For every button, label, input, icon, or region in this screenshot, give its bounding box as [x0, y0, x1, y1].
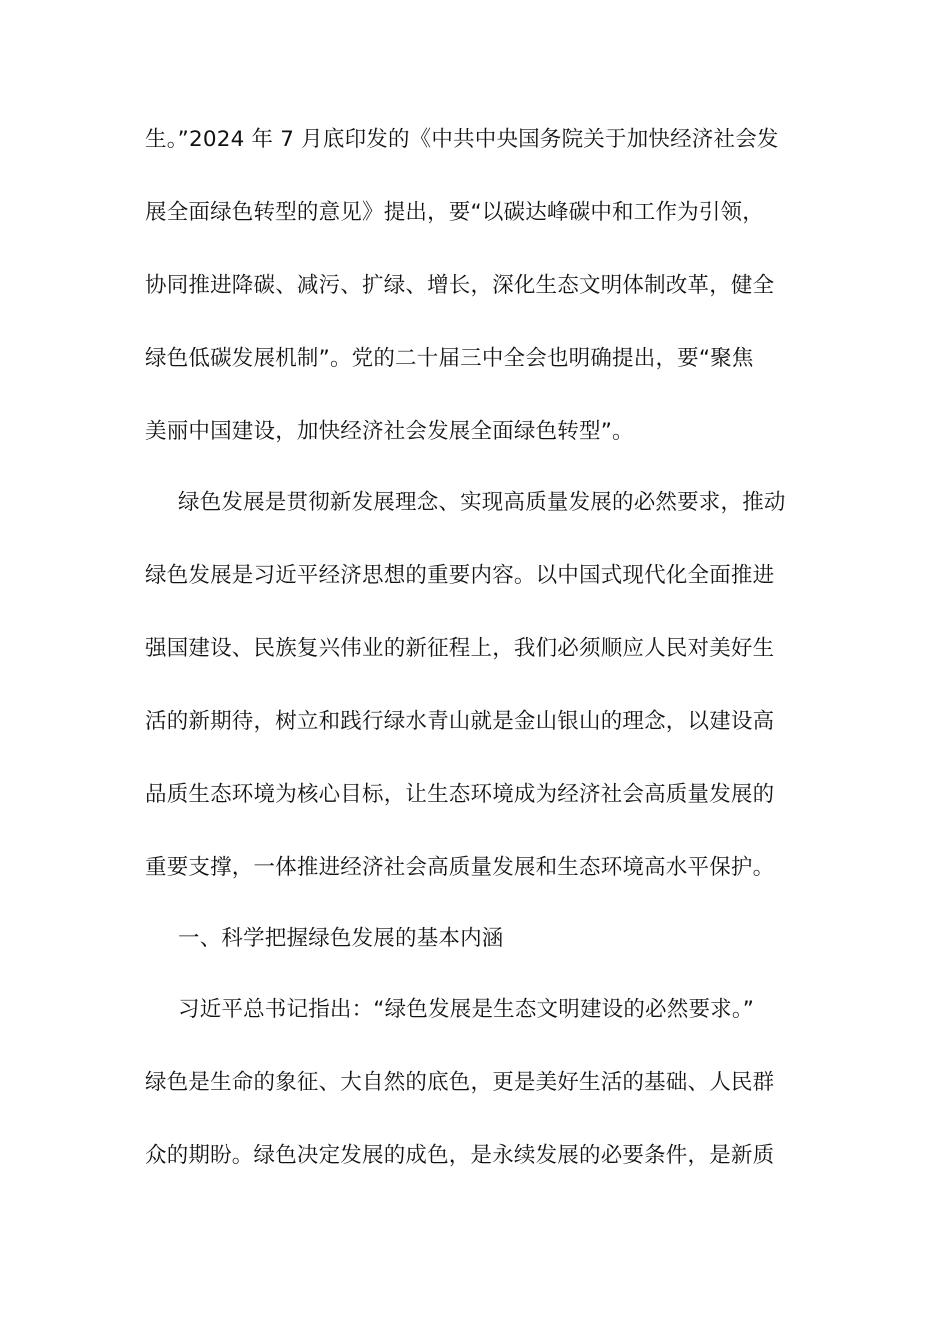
paragraph-line: 协同推进降碳、减污、扩绿、增长，深化生态文明体制改革，健全: [145, 273, 775, 298]
paragraph-line: 绿色发展是贯彻新发展理念、实现高质量发展的必然要求，推动: [178, 490, 786, 515]
paragraph-line: 绿色发展是习近平经济思想的重要内容。以中国式现代化全面推进: [145, 563, 775, 588]
paragraph-line: 绿色低碳发展机制”。党的二十届三中全会也明确提出，要“聚焦: [145, 346, 754, 371]
paragraph-line: 绿色是生命的象征、大自然的底色，更是美好生活的基础、人民群: [145, 1070, 775, 1095]
paragraph-line: 展全面绿色转型的意见》提出，要“以碳达峰碳中和工作为引领，: [145, 200, 764, 225]
paragraph-line: 活的新期待，树立和践行绿水青山就是金山银山的理念，以建设高: [145, 709, 775, 734]
paragraph-line: 重要支撑，一体推进经济社会高质量发展和生态环境高水平保护。: [145, 855, 775, 880]
paragraph-line: 美丽中国建设，加快经济社会发展全面绿色转型”。: [145, 419, 634, 444]
section-heading: 一、科学把握绿色发展的基本内涵: [178, 926, 504, 951]
paragraph-line: 生。”2024 年 7 月底印发的《中共中央国务院关于加快经济社会发: [145, 127, 779, 152]
paragraph-line: 品质生态环境为核心目标，让生态环境成为经济社会高质量发展的: [145, 782, 775, 807]
paragraph-line: 习近平总书记指出：“绿色发展是生态文明建设的必然要求。”: [178, 997, 755, 1022]
paragraph-line: 强国建设、民族复兴伟业的新征程上，我们必须顺应人民对美好生: [145, 636, 775, 661]
paragraph-line: 众的期盼。绿色决定发展的成色，是永续发展的必要条件，是新质: [145, 1143, 775, 1168]
